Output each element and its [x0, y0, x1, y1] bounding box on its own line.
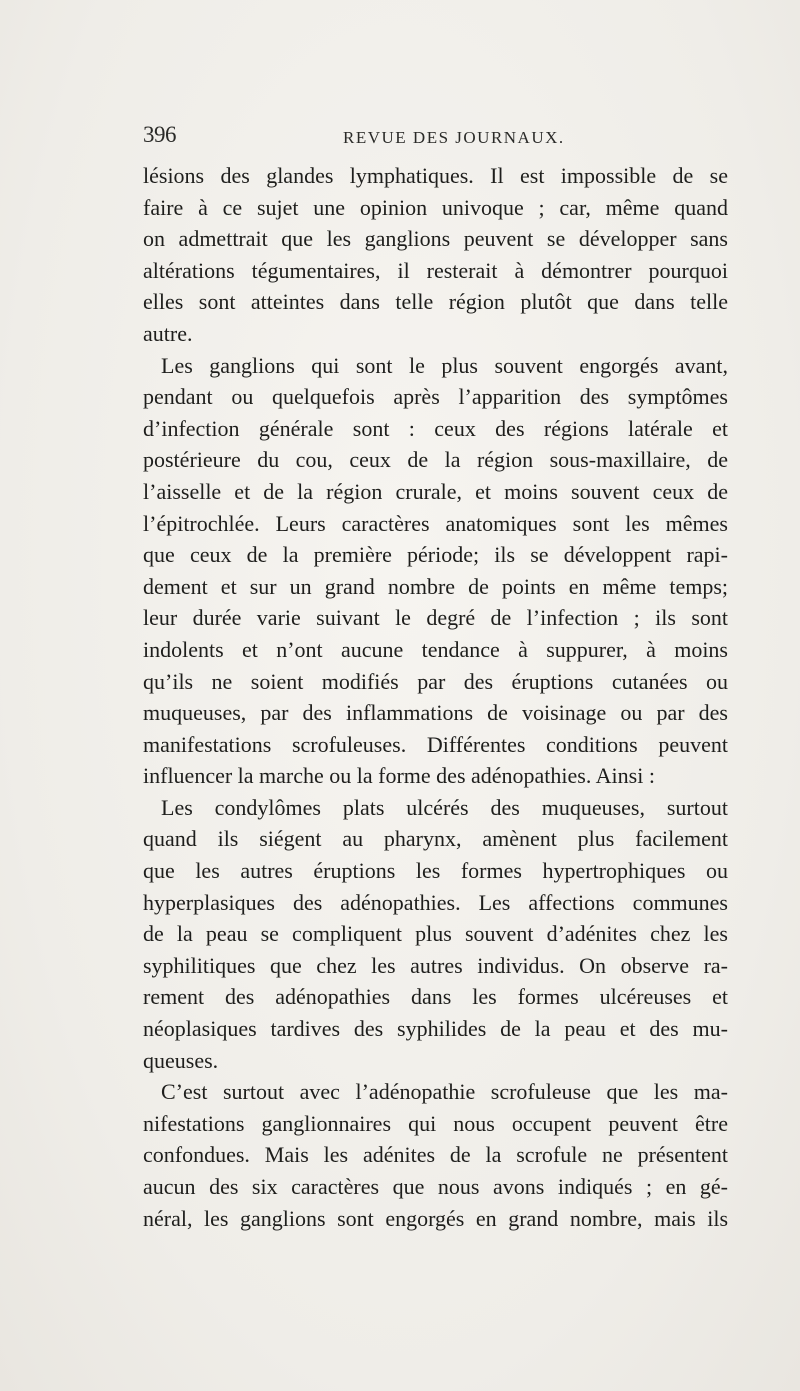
text-line: aucun des six caractères que nous avons indiqués ; en gé-	[143, 1174, 728, 1199]
text-line: d’infection générale sont : ceux des régions latérale et	[143, 415, 728, 441]
text-line: lésions des glandes lymphatiques. Il est impossible de se	[143, 163, 728, 188]
text-line: néral, les ganglions sont engorgés en grand nombre, mais ils	[143, 1205, 728, 1231]
text-line: néoplasiques tardives des syphilides de la peau et des mu-	[143, 1016, 728, 1042]
page-header	[143, 122, 728, 152]
running-title: REVUE DES JOURNAUX.	[343, 128, 565, 147]
text-line: l’aisselle et de la région crurale, et moins souvent ceux de	[143, 478, 728, 504]
text-line: l’épitrochlée. Leurs caractères anatomiques sont les mêmes	[143, 510, 728, 536]
text-line: C’est surtout avec l’adénopathie scrofuleuse que les ma-	[161, 1079, 728, 1105]
text-line: syphilitiques que chez les autres individus. On observe ra-	[143, 952, 728, 978]
text-line: postérieure du cou, ceux de la région sous-maxillaire, de	[143, 447, 728, 473]
text-line: faire à ce sujet une opinion univoque ; car, même quand	[143, 194, 728, 220]
text-line: pendant ou quelquefois après l’apparition des symptômes	[143, 384, 728, 410]
text-line: indolents et n’ont aucune tendance à suppurer, à moins	[143, 636, 728, 662]
text-line: confondues. Mais les adénites de la scrofule ne présentent	[143, 1142, 728, 1168]
text-line: Les condylômes plats ulcérés des muqueuses, surtout	[161, 794, 728, 820]
text-line: manifestations scrofuleuses. Différentes conditions peuvent	[143, 731, 728, 757]
text-line: hyperplasiques des adénopathies. Les affections communes	[143, 889, 728, 915]
text-line: rement des adénopathies dans les formes ulcéreuses et	[143, 984, 728, 1010]
text-line: muqueuses, par des inflammations de voisinage ou par des	[143, 700, 728, 726]
text-line: que ceux de la première période; ils se développent rapi-	[143, 542, 728, 568]
text-line: on admettrait que les ganglions peuvent se développer sans	[143, 226, 728, 252]
text-line: nifestations ganglionnaires qui nous occupent peuvent être	[143, 1110, 728, 1136]
text-line: que les autres éruptions les formes hypertrophiques ou	[143, 858, 728, 884]
text-line: queuses.	[143, 1047, 219, 1073]
text-line: de la peau se compliquent plus souvent d’adénites chez les	[143, 921, 728, 947]
text-line: influencer la marche ou la forme des adénopathies. Ainsi :	[143, 763, 655, 789]
text-line: autre.	[143, 320, 193, 346]
body-text	[143, 160, 728, 1234]
text-line: altérations tégumentaires, il resterait à démontrer pourquoi	[143, 257, 728, 283]
text-line: quand ils siégent au pharynx, amènent plus facilement	[143, 826, 728, 852]
text-line: elles sont atteintes dans telle région plutôt que dans telle	[143, 289, 728, 315]
text-line: Les ganglions qui sont le plus souvent engorgés avant,	[161, 352, 728, 378]
text-line: qu’ils ne soient modifiés par des éruptions cutanées ou	[143, 668, 728, 694]
page-number: 396	[143, 122, 176, 147]
text-line: leur durée varie suivant le degré de l’infection ; ils sont	[143, 605, 728, 631]
text-line: dement et sur un grand nombre de points en même temps;	[143, 573, 728, 599]
